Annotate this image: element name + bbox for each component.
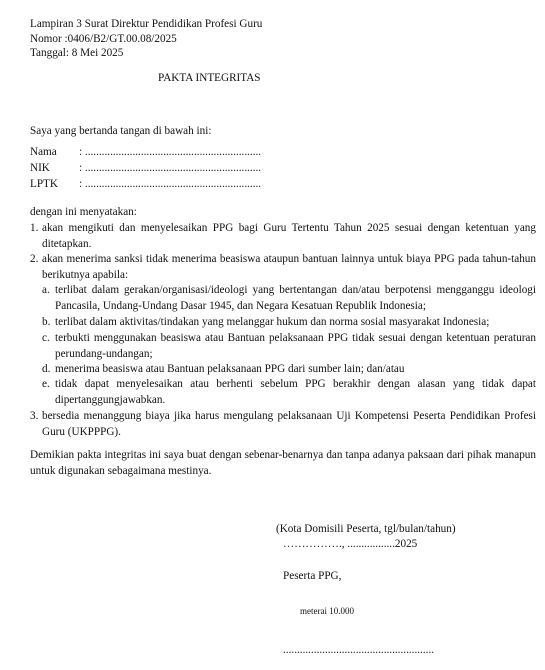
document-title: PAKTA INTEGRITAS	[158, 72, 261, 84]
item-text-2: akan menerima sanksi tidak menerima beasiswa ataupun bantuan lainnya untuk biaya PPG pada tahun-tahun berikutnya apabila:	[42, 253, 536, 281]
subitem-text-d: menerima beasiswa atau Bantuan pelaksanaan PPG dari sumber lain; dan/atau	[55, 363, 405, 375]
stamp-duty-label: meterai 10.000	[300, 606, 354, 616]
subitem-text-e: tidak dapat menyelesaikan atau berhenti sebelum PPG berakhir dengan alasan yang tidak dapat dipertanggungjawabkan.	[55, 378, 536, 406]
field-label-nik: NIK	[30, 162, 50, 174]
place-date-line: ……………., .................2025	[283, 538, 418, 550]
header-line-2: Nomor :0406/B2/GT.00.08/2025	[30, 33, 177, 45]
intro-text: Saya yang bertanda tangan di bawah ini:	[30, 125, 212, 137]
field-value-nik: : ...............................................................	[79, 162, 262, 174]
subitem-text-a: terlibat dalam gerakan/organisasi/ideologi yang bertentangan dan/atau berpotensi mengganggu ideologi Pancasila, Undang-Undang Dasar 1945, dan Negara Kesatuan Republik Indonesia;	[55, 284, 536, 312]
subitem-letter-d: d.	[42, 363, 51, 375]
header-line-3: Tanggal: 8 Mei 2025	[30, 47, 124, 59]
subitem-letter-b: b.	[42, 316, 51, 328]
item-text-1: akan mengikuti dan menyelesaikan PPG bagi Guru Tertentu Tahun 2025 sesuai dengan ketentuan yang ditetapkan.	[42, 222, 536, 250]
statement-intro: dengan ini menyatakan:	[30, 206, 137, 218]
header-line-1: Lampiran 3 Surat Direktur Pendidikan Profesi Guru	[30, 18, 263, 30]
subitem-letter-a: a.	[42, 284, 50, 296]
signatory-name-line: ......................................................	[283, 644, 435, 656]
item-number-2: 2.	[30, 253, 39, 265]
field-value-nama: : ...............................................................	[79, 146, 262, 158]
place-date-label: (Kota Domisili Peserta, tgl/bulan/tahun)	[276, 523, 456, 535]
closing-paragraph: Demikian pakta integritas ini saya buat dengan sebenar-benarnya dan tanpa adanya paksaan dari pihak manapun untuk digunakan sebagaimana mestinya.	[30, 449, 536, 477]
item-number-1: 1.	[30, 222, 39, 234]
subitem-letter-e: e.	[42, 378, 50, 390]
subitem-text-b: terlibat dalam aktivitas/tindakan yang melanggar hukum dan norma sosial masyarakat Indonesia;	[55, 316, 490, 328]
item-number-3: 3.	[30, 410, 39, 422]
subitem-text-c: terbukti menggunakan beasiswa atau Bantuan pelaksanaan PPG tidak sesuai dengan ketentuan peraturan perundang-undangan;	[55, 332, 536, 360]
field-label-lptk: LPTK	[30, 178, 58, 190]
field-value-lptk: : ...............................................................	[79, 178, 262, 190]
item-text-3: bersedia menanggung biaya jika harus mengulang pelaksanaan Uji Kompetensi Peserta Pendidikan Profesi Guru (UKPPPG).	[42, 410, 536, 438]
subitem-letter-c: c.	[42, 332, 50, 344]
signatory-role: Peserta PPG,	[283, 570, 342, 582]
field-label-nama: Nama	[30, 146, 57, 158]
